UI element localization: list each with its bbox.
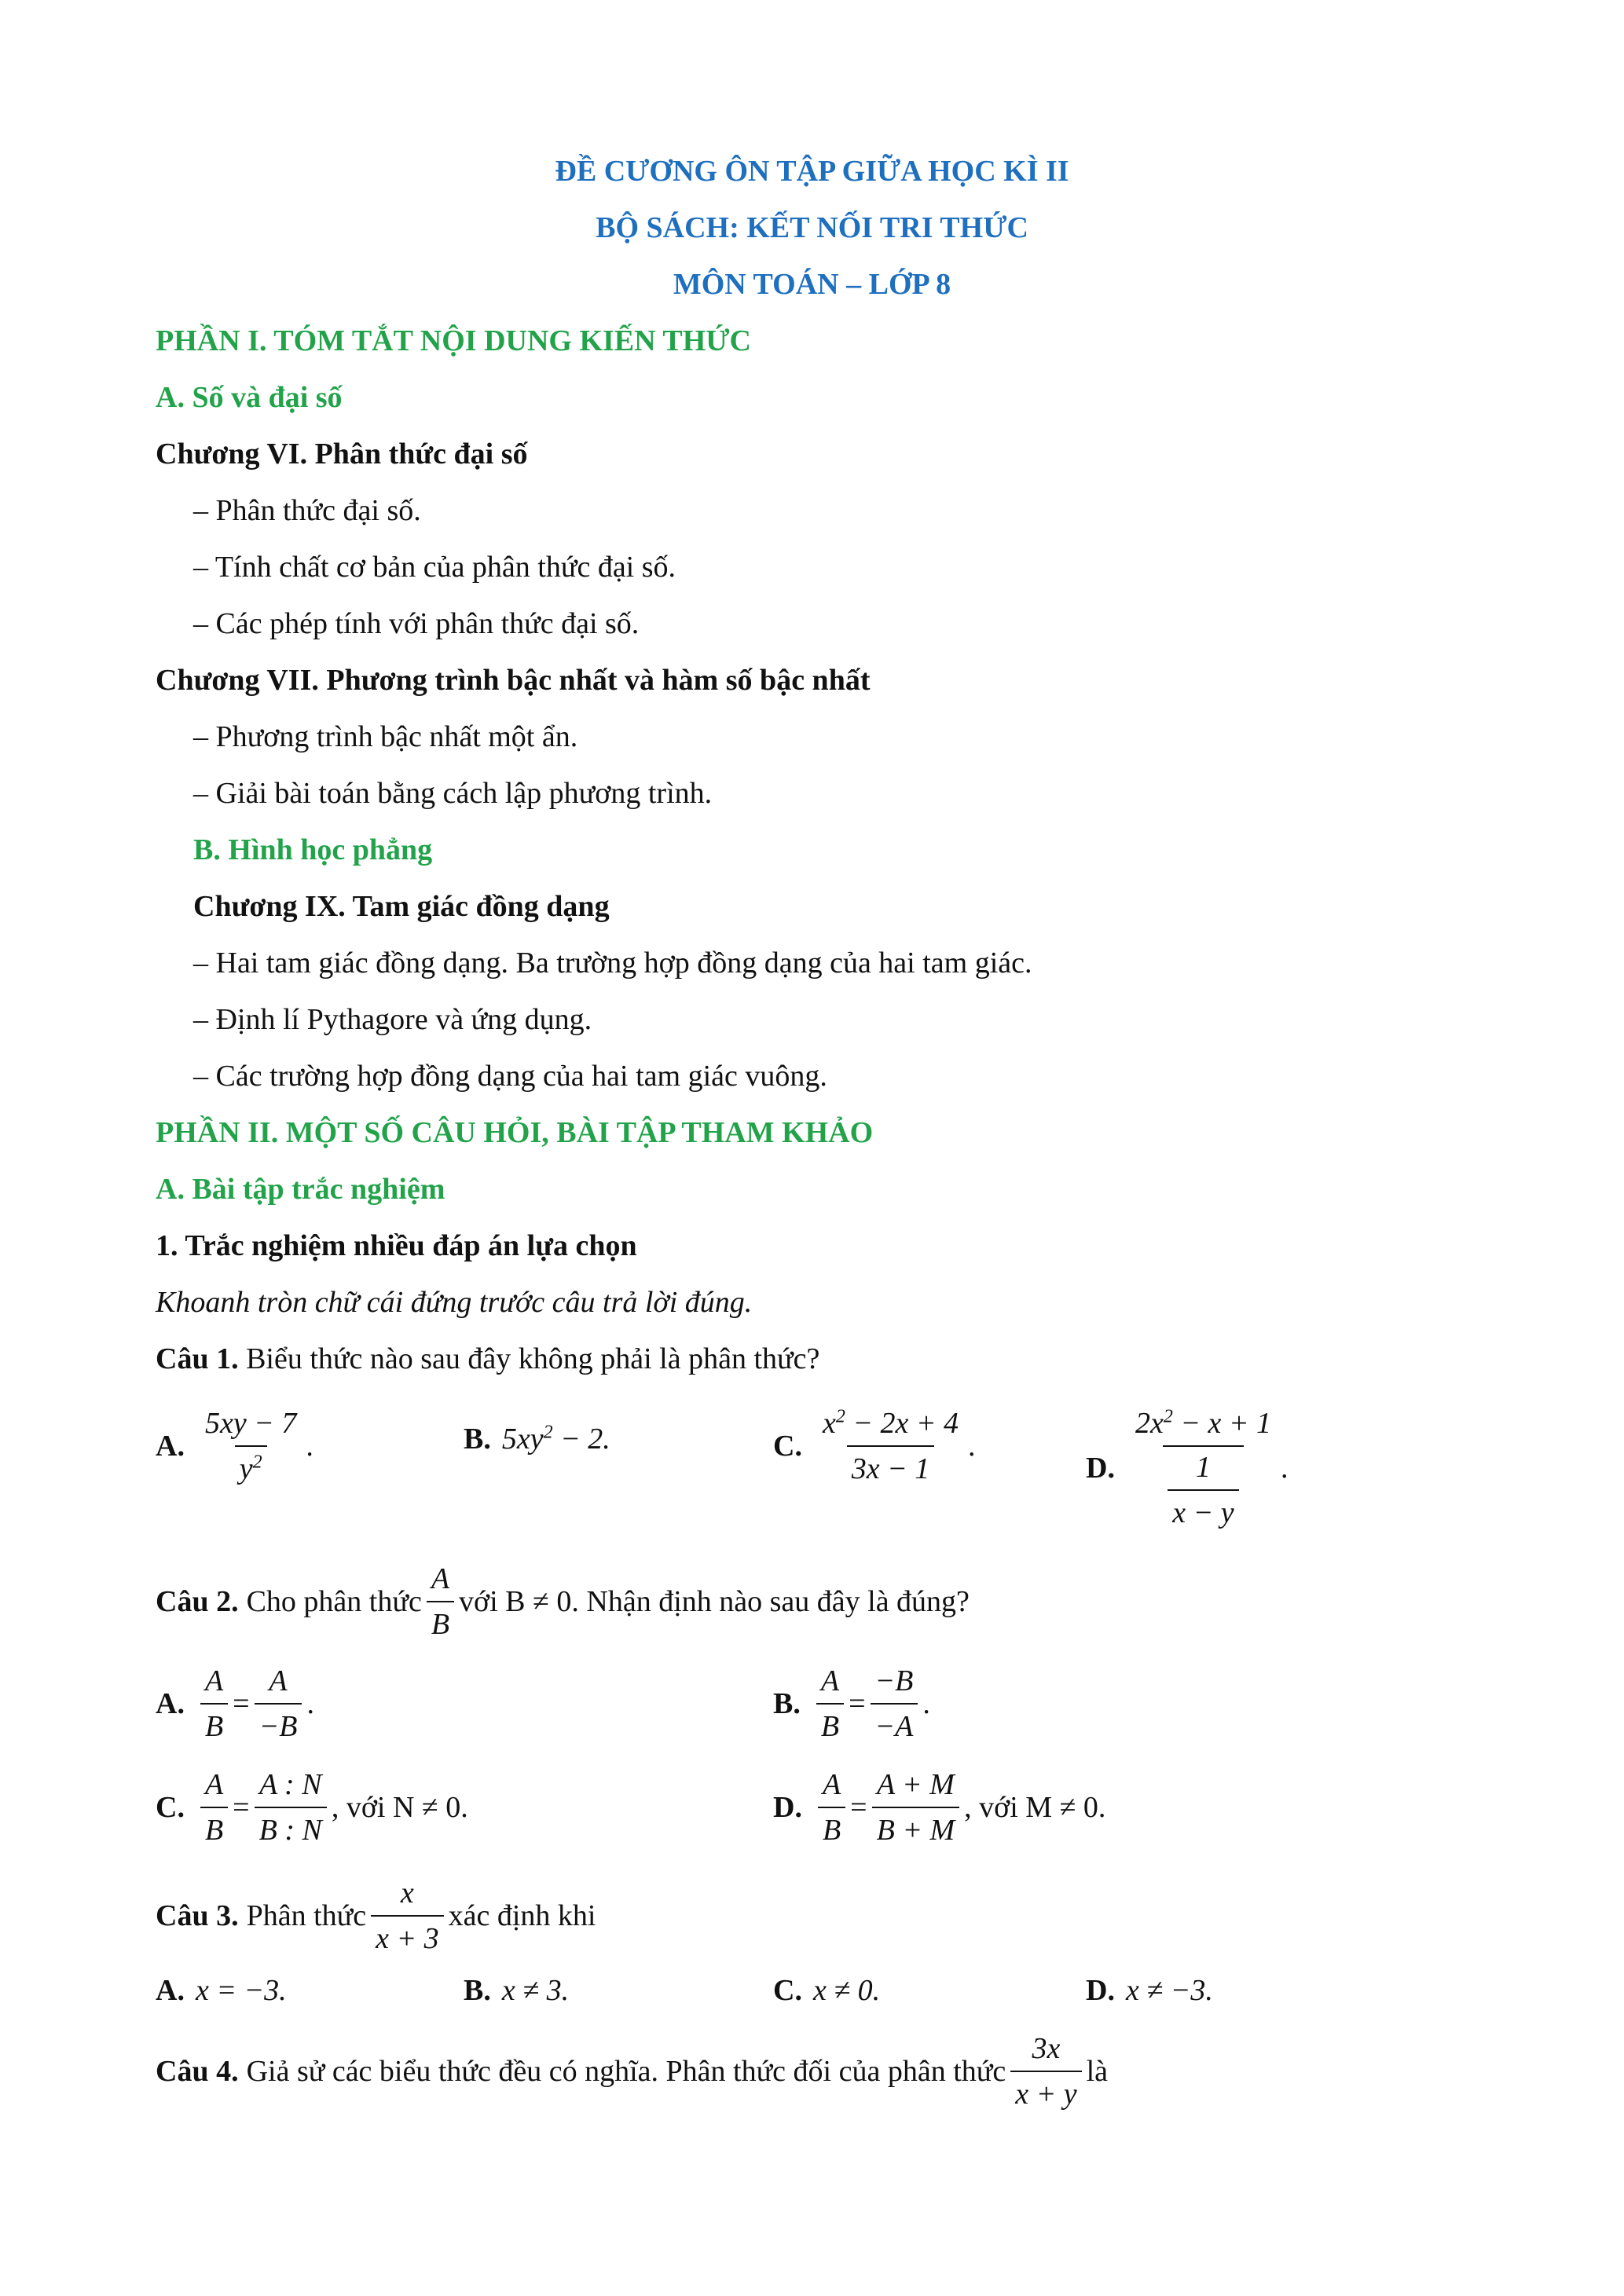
ch9-item-1: – Hai tam giác đồng dạng. Ba trường hợp đồng dạng của hai tam giác.	[193, 947, 1032, 980]
chapter-7-heading: Chương VII. Phương trình bậc nhất và hàm số bậc nhất	[156, 664, 871, 697]
q1-c-fraction: $\frac{x^2 - 2x + 4}{3x - 1}$	[822, 1406, 959, 1485]
title-line-3: MÔN TOÁN – LỚP 8	[673, 268, 951, 301]
q3-option-a[interactable]: A. x = −3.	[156, 1974, 287, 2007]
q1-a-fraction: $\frac{5xy - 7}{y^2}$	[204, 1407, 297, 1485]
ch7-item-2: – Giải bài toán bằng cách lập phương trình.	[193, 777, 713, 810]
q3-option-c[interactable]: C. x ≠ 0.	[773, 1974, 881, 2007]
q3-option-a-label: A.	[156, 1974, 185, 2007]
question-1	[156, 1342, 819, 1376]
q2-option-b[interactable]: B. $\frac{A}{B}$ = $\frac{-B}{-A}$ .	[773, 1664, 930, 1743]
title-line-1: ĐỀ CƯƠNG ÔN TẬP GIỮA HỌC KÌ II	[555, 155, 1069, 188]
ch6-item-1: – Phân thức đại số.	[193, 494, 421, 527]
ch6-item-3: – Các phép tính với phân thức đại số.	[193, 607, 640, 640]
question-2: Câu 2. Cho phân thức $\frac{A}{B}$ với B ≠ 0. Nhận định nào sau đây là đúng?	[156, 1562, 970, 1641]
question-4-label: Câu 4.	[156, 2055, 239, 2088]
title-line-2: BỘ SÁCH: KẾT NỐI TRI THỨC	[596, 211, 1028, 244]
q4-fraction: $\frac{3x}{x + y}$	[1010, 2031, 1081, 2111]
ch6-item-2: – Tính chất cơ bản của phân thức đại số.	[193, 551, 676, 584]
q2-fraction: $\frac{A}{B}$	[427, 1562, 454, 1642]
question-3: Câu 3. Phân thức $\frac{x}{x + 3}$ xác định khi	[156, 1877, 596, 1955]
q1-option-d-label: D.	[1086, 1452, 1115, 1485]
q1-option-a-label: A.	[156, 1430, 185, 1463]
q1-option-b-label: B.	[464, 1423, 491, 1456]
chapter-9-heading: Chương IX. Tam giác đồng dạng	[193, 890, 610, 923]
part1-section-a: A. Số và đại số	[156, 381, 343, 414]
question-2-label: Câu 2.	[156, 1585, 239, 1618]
q3-option-c-label: C.	[773, 1974, 802, 2007]
q3-fraction: $\frac{x}{x + 3}$	[371, 1876, 444, 1956]
ch9-item-3: – Các trường hợp đồng dạng của hai tam giác vuông.	[193, 1060, 827, 1093]
q2-option-a-label: A.	[156, 1687, 185, 1720]
part1-heading: PHẦN I. TÓM TẮT NỘI DUNG KIẾN THỨC	[156, 324, 751, 357]
q2-option-d-label: D.	[773, 1791, 802, 1824]
q1-option-b[interactable]	[464, 1422, 610, 1456]
chapter-6-heading: Chương VI. Phân thức đại số	[156, 438, 528, 471]
q2-option-c-label: C.	[156, 1791, 185, 1824]
part1-section-b: B. Hình học phẳng	[193, 833, 433, 866]
q2-option-c[interactable]: C. $\frac{A}{B}$ = $\frac{A : N}{B : N}$ , với N ≠ 0.	[156, 1768, 468, 1847]
question-1-label: Câu 1.	[156, 1342, 239, 1375]
q3-option-b[interactable]: B. x ≠ 3.	[464, 1974, 570, 2007]
q1-option-a[interactable]: A. $\frac{5xy - 7}{y^2}$ .	[156, 1407, 313, 1485]
ch9-item-2: – Định lí Pythagore và ứng dụng.	[193, 1003, 592, 1036]
q1-d-fraction: $\frac{2x^2 - x + 1}{\frac{1}{x - y}}$	[1135, 1406, 1271, 1529]
q3-option-d-label: D.	[1086, 1974, 1115, 2007]
q3-option-d[interactable]: D. x ≠ −3.	[1086, 1974, 1213, 2007]
q1-b-expr: $5xy^2 - 2$.	[501, 1422, 610, 1456]
q1-option-d[interactable]: D. $\frac{2x^2 - x + 1}{\frac{1}{x - y}}$ .	[1086, 1406, 1289, 1529]
q1-option-c[interactable]: C. $\frac{x^2 - 2x + 4}{3x - 1}$ .	[773, 1406, 976, 1485]
question-4: Câu 4. Giả sử các biểu thức đều có nghĩa. Phân thức đối của phân thức $\frac{3x}{x + y}$ là	[156, 2032, 1109, 2111]
question-3-label: Câu 3.	[156, 1899, 239, 1932]
q2-option-d[interactable]: D. $\frac{A}{B}$ = $\frac{A + M}{B + M}$ , với M ≠ 0.	[773, 1768, 1106, 1847]
part2-section-a: A. Bài tập trắc nghiệm	[156, 1173, 445, 1206]
q1-option-c-label: C.	[773, 1430, 802, 1463]
ch7-item-1: – Phương trình bậc nhất một ẩn.	[193, 720, 578, 753]
q2-option-a[interactable]: A. $\frac{A}{B}$ = $\frac{A}{-B}$ .	[156, 1664, 314, 1743]
subsection-1-heading: 1. Trắc nghiệm nhiều đáp án lựa chọn	[156, 1229, 637, 1262]
q2-option-b-label: B.	[773, 1687, 801, 1720]
instruction: Khoanh tròn chữ cái đứng trước câu trả lời đúng.	[156, 1286, 753, 1319]
part2-heading: PHẦN II. MỘT SỐ CÂU HỎI, BÀI TẬP THAM KHẢO	[156, 1116, 874, 1149]
q3-option-b-label: B.	[464, 1974, 491, 2007]
question-1-text: Biểu thức nào sau đây không phải là phân thức?	[246, 1342, 820, 1375]
